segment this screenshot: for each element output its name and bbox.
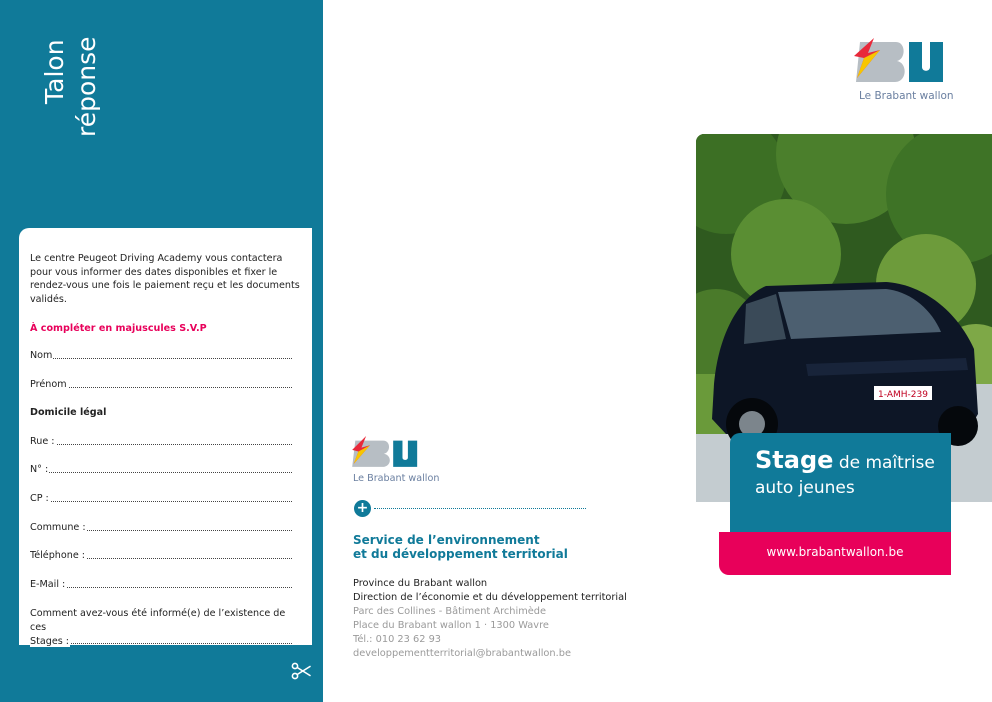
- fill-line: [30, 501, 292, 502]
- address-phone: Tél.: 010 23 62 93: [353, 634, 442, 645]
- talon-title-line2: réponse: [72, 36, 101, 137]
- scissors-icon: [290, 661, 312, 681]
- contact-address: [353, 577, 653, 661]
- address-street: Place du Brabant wallon 1 · 1300 Wavre: [353, 620, 549, 631]
- field-label: Nom: [30, 350, 53, 361]
- service-title-line1: Service de l’environnement: [353, 533, 540, 547]
- field-nom[interactable]: [30, 350, 292, 379]
- field-label: Téléphone :: [30, 550, 86, 562]
- field-label: Rue :: [30, 435, 55, 447]
- field-source-question[interactable]: [30, 607, 292, 647]
- form-fields: [30, 350, 300, 647]
- fill-line: [30, 472, 292, 473]
- stage-title-box: [730, 433, 951, 532]
- response-form: [19, 228, 312, 648]
- fill-line: [30, 387, 292, 388]
- address-province: Province du Brabant wallon: [353, 578, 488, 589]
- response-slip-panel: [0, 0, 323, 702]
- dotted-separator: [374, 508, 586, 509]
- form-intro: Le centre Peugeot Driving Academy vous contactera pour vous informer des dates disponibles et fixer le rendez-vous une fois le paiement reçu et les documents validés.: [30, 253, 300, 305]
- brand-name: Le Brabant wallon: [353, 473, 440, 484]
- field-label: CP :: [30, 492, 49, 504]
- question-line2: [30, 635, 292, 647]
- field-commune[interactable]: [30, 522, 292, 551]
- brand-name: Le Brabant wallon: [859, 90, 954, 102]
- section-heading-domicile: [30, 407, 292, 436]
- stage-word: Stage: [755, 446, 834, 474]
- brabant-logo: [848, 38, 954, 86]
- address-building: Parc des Collines - Bâtiment Archimède: [353, 606, 547, 617]
- field-label: Prénom: [30, 378, 67, 390]
- section-label: Domicile légal: [30, 407, 107, 419]
- address-direction: Direction de l’économie et du développement territorial: [353, 592, 627, 603]
- website-link[interactable]: www.brabantwallon.be: [719, 532, 951, 575]
- question-line1: Comment avez-vous été informé(e) de l’existence de ces: [30, 608, 286, 634]
- field-rue[interactable]: [30, 436, 292, 465]
- field-telephone[interactable]: [30, 550, 292, 579]
- address-email[interactable]: developpementterritorial@brabantwallon.be: [353, 648, 571, 659]
- fill-line: [30, 444, 292, 445]
- fill-line: [30, 358, 292, 359]
- field-numero[interactable]: [30, 464, 292, 493]
- stage-rest: de maîtrise: [838, 453, 935, 473]
- field-label: Stages :: [30, 636, 70, 648]
- fill-line: [30, 587, 292, 588]
- plus-circle-icon: +: [354, 500, 371, 517]
- form-instruction: À compléter en majuscules S.V.P: [30, 323, 207, 334]
- field-label: Commune :: [30, 521, 86, 533]
- service-title: [353, 534, 613, 561]
- field-email[interactable]: [30, 579, 292, 608]
- license-plate: 1-AMH-239: [878, 390, 928, 400]
- talon-title: [36, 36, 106, 146]
- field-label: N° :: [30, 464, 49, 476]
- brabant-logo: [346, 434, 428, 472]
- service-title-line2: et du développement territorial: [353, 546, 568, 561]
- stage-title-line2: auto jeunes: [755, 478, 855, 498]
- talon-title-line1: Talon: [40, 39, 69, 104]
- stage-title-line1: [755, 447, 951, 476]
- field-label: E-Mail :: [30, 578, 66, 590]
- field-cp[interactable]: [30, 493, 292, 522]
- field-prenom[interactable]: [30, 379, 292, 408]
